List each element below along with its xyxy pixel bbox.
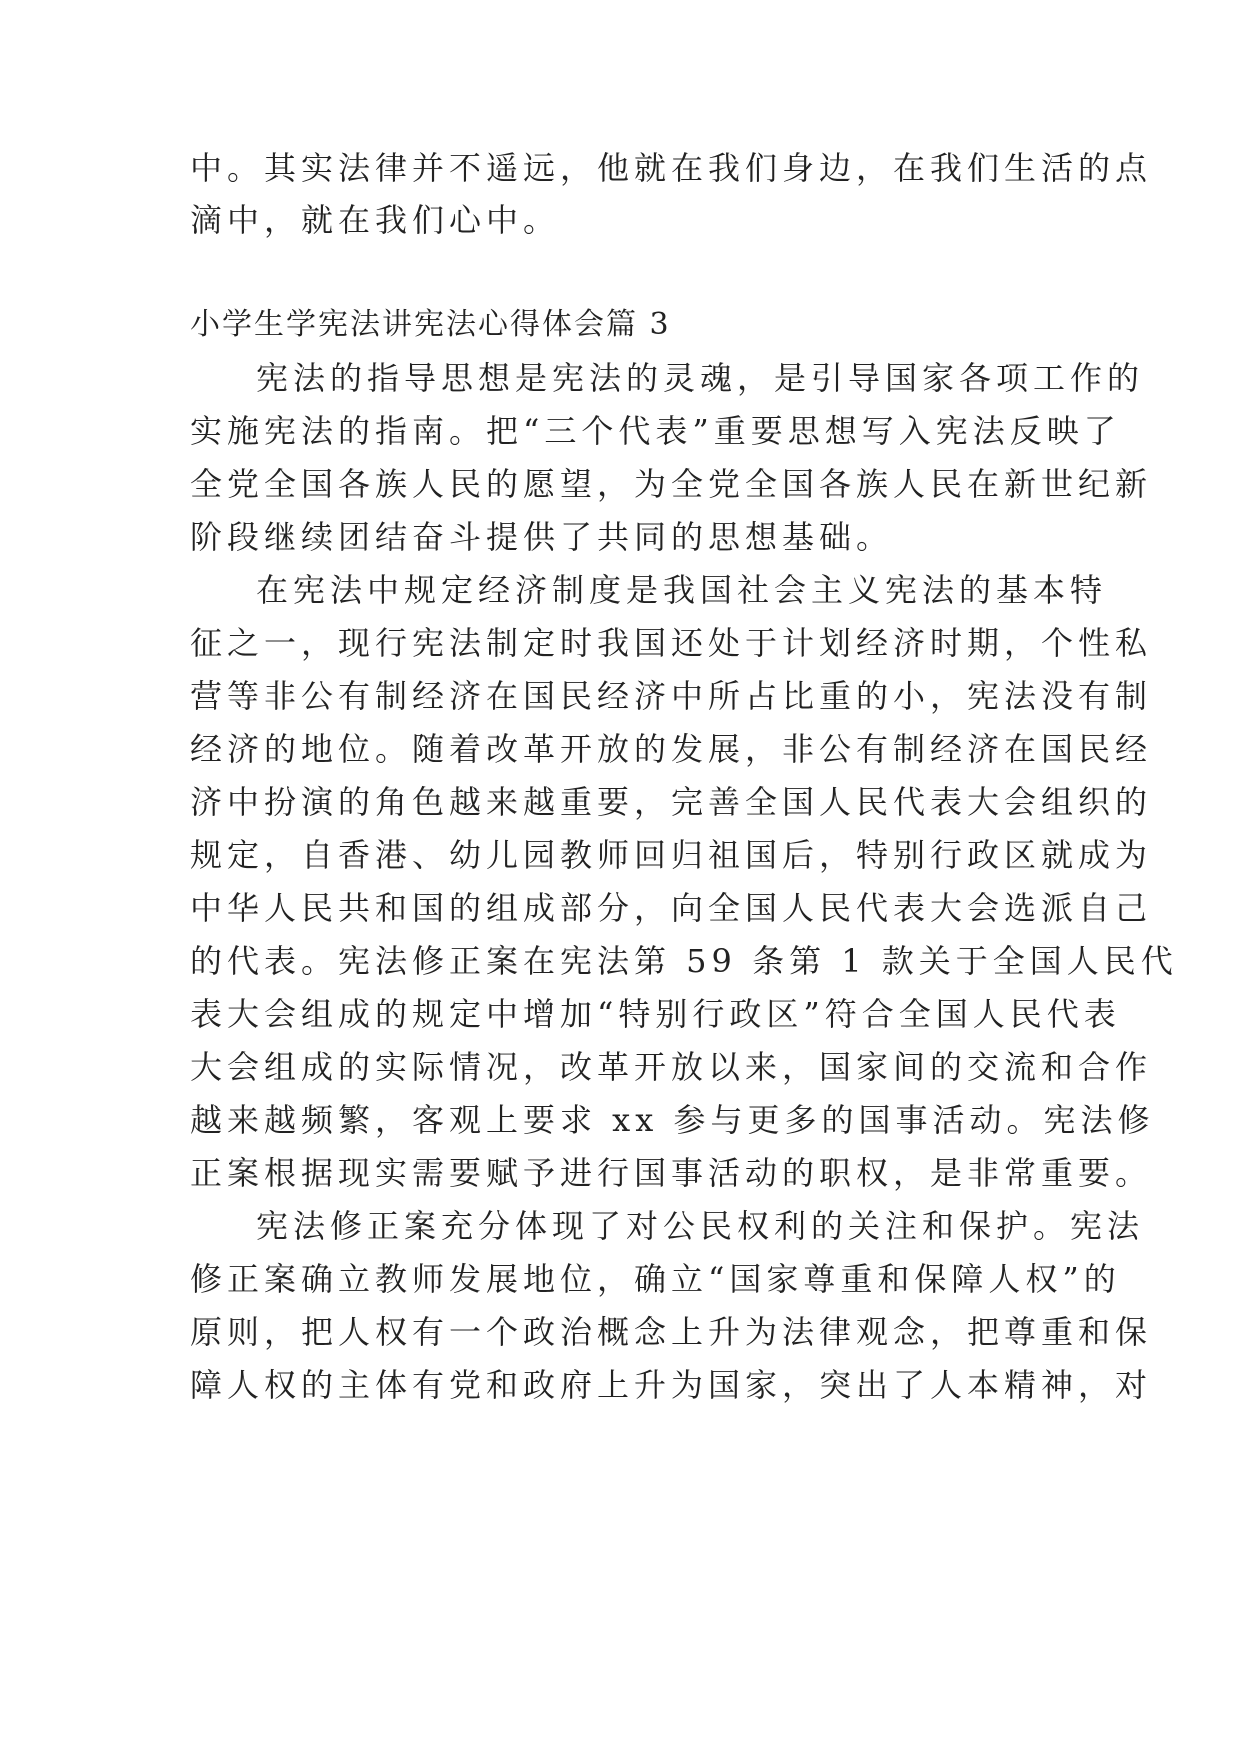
text-line: 越来越频繁，客观上要求 xx 参与更多的国事活动。宪法修 [190,1101,1155,1139]
paragraph-first-line: 在宪法中规定经济制度是我国社会主义宪法的基本特 [256,571,1108,609]
text-line: 中华人民共和国的组成部分，向全国人民代表大会选派自己 [190,889,1153,927]
text-line: 济中扮演的角色越来越重要，完善全国人民代表大会组织的 [190,783,1153,821]
text-line: 滴中，就在我们心中。 [190,201,561,239]
text-line: 全党全国各族人民的愿望，为全党全国各族人民在新世纪新 [190,465,1153,503]
text-line: 障人权的主体有党和政府上升为国家，突出了人本精神，对 [190,1366,1153,1404]
text-line: 正案根据现实需要赋予进行国事活动的职权，是非常重要。 [190,1154,1153,1192]
text-line: 经济的地位。随着改革开放的发展，非公有制经济在国民经 [190,730,1153,768]
text-line: 中。其实法律并不遥远，他就在我们身边，在我们生活的点 [190,149,1153,187]
text-line: 规定，自香港、幼儿园教师回归祖国后，特别行政区就成为 [190,836,1153,874]
text-line: 表大会组成的规定中增加“特别行政区”符合全国人民代表 [190,995,1121,1033]
text-line: 原则，把人权有一个政治概念上升为法律观念，把尊重和保 [190,1313,1153,1351]
paragraph-first-line: 宪法的指导思想是宪法的灵魂，是引导国家各项工作的 [256,359,1145,397]
section-heading: 小学生学宪法讲宪法心得体会篇 3 [190,307,671,342]
text-line: 实施宪法的指南。把“三个代表”重要思想写入宪法反映了 [190,412,1121,450]
text-line: 阶段继续团结奋斗提供了共同的思想基础。 [190,518,894,556]
text-line: 修正案确立教师发展地位，确立“国家尊重和保障人权”的 [190,1260,1121,1298]
paragraph-first-line: 宪法修正案充分体现了对公民权利的关注和保护。宪法 [256,1207,1145,1245]
text-line: 大会组成的实际情况，改革开放以来，国家间的交流和合作 [190,1048,1153,1086]
text-line: 营等非公有制经济在国民经济中所占比重的小，宪法没有制 [190,677,1153,715]
text-line: 的代表。宪法修正案在宪法第 59 条第 1 款关于全国人民代 [190,942,1178,980]
text-line: 征之一，现行宪法制定时我国还处于计划经济时期，个性私 [190,624,1153,662]
